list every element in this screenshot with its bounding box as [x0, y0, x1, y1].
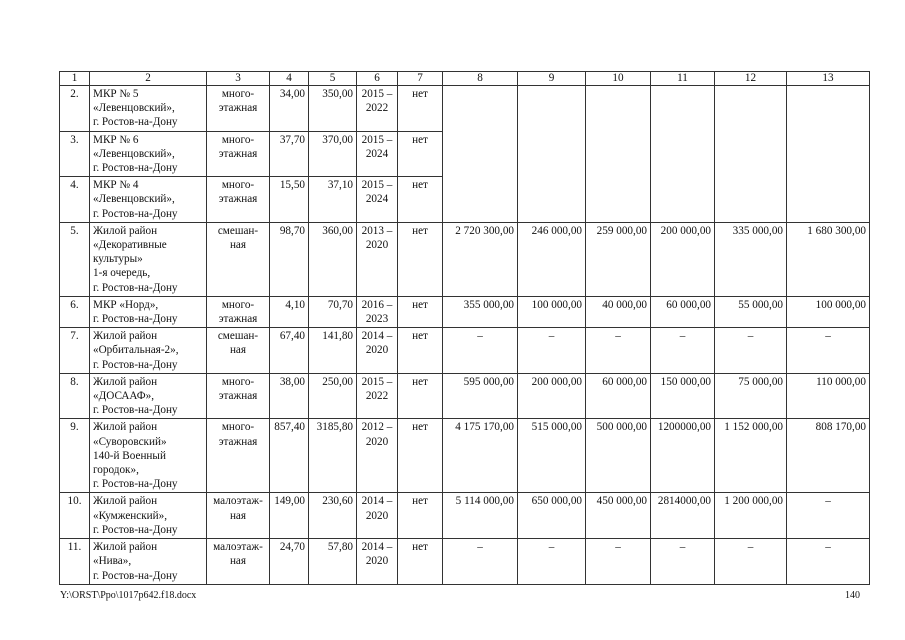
empty-cell: [443, 86, 518, 223]
cell-line: г. Ростов-на-Дону: [93, 404, 178, 417]
object-name: [90, 493, 207, 539]
table-row: [60, 328, 870, 374]
object-name: [90, 373, 207, 419]
cell-line: много-: [221, 179, 255, 192]
object-name: [90, 177, 207, 223]
building-type: [207, 493, 270, 539]
data-table: [59, 71, 870, 585]
col4-value: 149,00: [270, 493, 309, 539]
col7-value: нет: [398, 177, 443, 223]
column-header: 6: [357, 72, 398, 86]
amount-cell: –: [586, 328, 651, 374]
row-number: 6.: [60, 296, 90, 327]
cell-line: этажная: [218, 313, 258, 326]
cell-line: Жилой район: [93, 224, 158, 237]
cell-line: этажная: [218, 193, 258, 206]
cell-line: смешан-: [217, 224, 259, 237]
cell-line: г. Ростов-на-Дону: [93, 523, 178, 536]
row-number: 5.: [60, 222, 90, 296]
amount-cell: 1200000,00: [651, 419, 715, 493]
amount-cell: –: [787, 328, 870, 374]
object-name: [90, 539, 207, 585]
building-type: [207, 373, 270, 419]
cell-line: этажная: [218, 435, 258, 448]
file-path: Y:\ORST\Ppo\1017p642.f18.docx: [60, 590, 197, 601]
row-number: 4.: [60, 177, 90, 223]
cell-line: Жилой район: [93, 495, 158, 508]
cell-line: ная: [229, 344, 247, 357]
cell-line: малоэтаж-: [213, 495, 263, 508]
amount-cell: –: [715, 328, 787, 374]
object-name: [90, 419, 207, 493]
header-row: [60, 72, 870, 86]
period: [357, 222, 398, 296]
col4-value: 67,40: [270, 328, 309, 374]
amount-cell: 335 000,00: [715, 222, 787, 296]
cell-line: 2020: [365, 344, 389, 357]
col4-value: 4,10: [270, 296, 309, 327]
period: [357, 419, 398, 493]
col4-value: 15,50: [270, 177, 309, 223]
cell-line: 2014 –: [361, 495, 393, 508]
cell-line: Жилой район: [93, 375, 158, 388]
col4-value: 37,70: [270, 131, 309, 177]
table-row: [60, 222, 870, 296]
col7-value: нет: [398, 222, 443, 296]
amount-cell: 808 170,00: [787, 419, 870, 493]
row-number: 2.: [60, 86, 90, 132]
col7-value: нет: [398, 373, 443, 419]
cell-line: «Левенцовский»,: [93, 102, 175, 115]
col5-value: 57,80: [309, 539, 357, 585]
col7-value: нет: [398, 86, 443, 132]
cell-line: г. Ростов-на-Дону: [93, 207, 178, 220]
empty-cell: [787, 86, 870, 223]
col7-value: нет: [398, 328, 443, 374]
amount-cell: 5 114 000,00: [443, 493, 518, 539]
cell-line: Жилой район: [93, 421, 158, 434]
amount-cell: 150 000,00: [651, 373, 715, 419]
column-header: 2: [90, 72, 207, 86]
col5-value: 250,00: [309, 373, 357, 419]
amount-cell: 100 000,00: [787, 296, 870, 327]
building-type: [207, 539, 270, 585]
cell-line: 2015 –: [361, 88, 393, 100]
cell-line: 2020: [365, 239, 389, 252]
col5-value: 230,60: [309, 493, 357, 539]
object-name: [90, 328, 207, 374]
cell-line: 2022: [365, 390, 389, 403]
col5-value: 37,10: [309, 177, 357, 223]
cell-line: «Нива»,: [93, 555, 132, 568]
cell-line: 2020: [365, 555, 389, 568]
cell-line: смешан-: [217, 330, 259, 343]
object-name: [90, 131, 207, 177]
cell-line: «Декоративные: [93, 239, 167, 252]
cell-line: ная: [229, 509, 247, 522]
col4-value: 38,00: [270, 373, 309, 419]
col5-value: 70,70: [309, 296, 357, 327]
cell-line: «ДОСААФ»,: [93, 390, 155, 403]
amount-cell: 200 000,00: [651, 222, 715, 296]
amount-cell: 259 000,00: [586, 222, 651, 296]
amount-cell: 75 000,00: [715, 373, 787, 419]
period: [357, 539, 398, 585]
cell-line: 2013 –: [361, 224, 393, 237]
cell-line: г. Ростов-на-Дону: [93, 162, 178, 175]
col5-value: 370,00: [309, 131, 357, 177]
column-header: 9: [518, 72, 586, 86]
amount-cell: 1 152 000,00: [715, 419, 787, 493]
cell-line: культуры»: [93, 253, 143, 266]
amount-cell: –: [443, 328, 518, 374]
empty-cell: [518, 86, 586, 223]
building-type: [207, 177, 270, 223]
object-name: [90, 222, 207, 296]
amount-cell: 355 000,00: [443, 296, 518, 327]
col5-value: 141,80: [309, 328, 357, 374]
col4-value: 34,00: [270, 86, 309, 132]
building-type: [207, 419, 270, 493]
col4-value: 98,70: [270, 222, 309, 296]
col5-value: 3185,80: [309, 419, 357, 493]
period: [357, 296, 398, 327]
column-header: 5: [309, 72, 357, 86]
empty-cell: [715, 86, 787, 223]
amount-cell: –: [518, 539, 586, 585]
cell-line: 2015 –: [361, 375, 393, 388]
cell-line: г. Ростов-на-Дону: [93, 281, 178, 294]
amount-cell: 4 175 170,00: [443, 419, 518, 493]
cell-line: этажная: [218, 147, 258, 160]
cell-line: 2024: [365, 193, 389, 206]
amount-cell: 1 200 000,00: [715, 493, 787, 539]
empty-cell: [651, 86, 715, 223]
cell-line: 2023: [365, 313, 389, 326]
row-number: 3.: [60, 131, 90, 177]
column-header: 11: [651, 72, 715, 86]
empty-cell: [586, 86, 651, 223]
cell-line: г. Ростов-на-Дону: [93, 358, 178, 371]
amount-cell: 246 000,00: [518, 222, 586, 296]
cell-line: этажная: [218, 390, 258, 403]
col7-value: нет: [398, 419, 443, 493]
column-header: 10: [586, 72, 651, 86]
cell-line: этажная: [218, 102, 258, 115]
cell-line: малоэтаж-: [213, 541, 263, 554]
cell-line: МКР № 6: [93, 133, 139, 146]
cell-line: 2022: [365, 102, 389, 115]
building-type: [207, 131, 270, 177]
cell-line: 2015 –: [361, 133, 393, 146]
cell-line: «Кумженский»,: [93, 509, 168, 522]
col5-value: 360,00: [309, 222, 357, 296]
building-type: [207, 222, 270, 296]
cell-line: 2014 –: [361, 330, 393, 343]
cell-line: много-: [221, 421, 255, 434]
cell-line: г. Ростов-на-Дону: [93, 313, 178, 326]
amount-cell: 500 000,00: [586, 419, 651, 493]
cell-line: «Левенцовский»,: [93, 193, 175, 206]
cell-line: 2015 –: [361, 179, 393, 192]
cell-line: «Суворовский»: [93, 435, 167, 448]
table-row: [60, 86, 870, 132]
table-row: [60, 493, 870, 539]
period: [357, 373, 398, 419]
cell-line: МКР № 4: [93, 179, 139, 192]
col4-value: 24,70: [270, 539, 309, 585]
cell-line: г. Ростов-на-Дону: [93, 478, 178, 491]
table-row: [60, 373, 870, 419]
cell-line: 2020: [365, 435, 389, 448]
amount-cell: –: [787, 493, 870, 539]
amount-cell: 450 000,00: [586, 493, 651, 539]
cell-line: «Орбитальная-2»,: [93, 344, 179, 357]
cell-line: много-: [221, 88, 255, 100]
object-name: [90, 296, 207, 327]
amount-cell: 100 000,00: [518, 296, 586, 327]
cell-line: МКР «Норд»,: [93, 298, 159, 311]
period: [357, 177, 398, 223]
amount-cell: –: [787, 539, 870, 585]
amount-cell: 110 000,00: [787, 373, 870, 419]
amount-cell: 60 000,00: [586, 373, 651, 419]
column-header: 12: [715, 72, 787, 86]
column-header: 13: [787, 72, 870, 86]
building-type: [207, 328, 270, 374]
column-header: 1: [60, 72, 90, 86]
column-header: 8: [443, 72, 518, 86]
cell-line: городок»,: [93, 464, 139, 477]
period: [357, 493, 398, 539]
amount-cell: 40 000,00: [586, 296, 651, 327]
amount-cell: 2814000,00: [651, 493, 715, 539]
amount-cell: –: [586, 539, 651, 585]
amount-cell: 650 000,00: [518, 493, 586, 539]
amount-cell: 1 680 300,00: [787, 222, 870, 296]
cell-line: ная: [229, 239, 247, 252]
amount-cell: –: [518, 328, 586, 374]
cell-line: г. Ростов-на-Дону: [93, 569, 178, 582]
row-number: 7.: [60, 328, 90, 374]
col7-value: нет: [398, 131, 443, 177]
column-header: 7: [398, 72, 443, 86]
amount-cell: –: [443, 539, 518, 585]
period: [357, 131, 398, 177]
cell-line: 2020: [365, 509, 389, 522]
column-header: 3: [207, 72, 270, 86]
cell-line: Жилой район: [93, 541, 158, 554]
cell-line: много-: [221, 298, 255, 311]
row-number: 10.: [60, 493, 90, 539]
cell-line: «Левенцовский»,: [93, 147, 175, 160]
cell-line: 140-й Военный: [93, 449, 166, 462]
cell-line: 2012 –: [361, 421, 393, 434]
period: [357, 328, 398, 374]
cell-line: 2024: [365, 147, 389, 160]
col7-value: нет: [398, 539, 443, 585]
table-body: [60, 72, 870, 585]
period: [357, 86, 398, 132]
cell-line: 2014 –: [361, 541, 393, 554]
col5-value: 350,00: [309, 86, 357, 132]
row-number: 11.: [60, 539, 90, 585]
table-row: [60, 419, 870, 493]
cell-line: 2016 –: [361, 298, 393, 311]
amount-cell: –: [651, 328, 715, 374]
col7-value: нет: [398, 296, 443, 327]
cell-line: г. Ростов-на-Дону: [93, 116, 178, 129]
cell-line: ная: [229, 555, 247, 568]
amount-cell: –: [715, 539, 787, 585]
amount-cell: 55 000,00: [715, 296, 787, 327]
column-header: 4: [270, 72, 309, 86]
cell-line: МКР № 5: [93, 88, 139, 100]
amount-cell: 595 000,00: [443, 373, 518, 419]
building-type: [207, 296, 270, 327]
building-type: [207, 86, 270, 132]
amount-cell: 60 000,00: [651, 296, 715, 327]
object-name: [90, 86, 207, 132]
row-number: 8.: [60, 373, 90, 419]
page-number: 140: [845, 590, 860, 601]
cell-line: много-: [221, 133, 255, 146]
col4-value: 857,40: [270, 419, 309, 493]
amount-cell: 2 720 300,00: [443, 222, 518, 296]
col7-value: нет: [398, 493, 443, 539]
row-number: 9.: [60, 419, 90, 493]
cell-line: 1-я очередь,: [93, 267, 151, 280]
cell-line: много-: [221, 375, 255, 388]
amount-cell: –: [651, 539, 715, 585]
cell-line: Жилой район: [93, 330, 158, 343]
table-row: [60, 296, 870, 327]
table-row: [60, 539, 870, 585]
amount-cell: 515 000,00: [518, 419, 586, 493]
amount-cell: 200 000,00: [518, 373, 586, 419]
